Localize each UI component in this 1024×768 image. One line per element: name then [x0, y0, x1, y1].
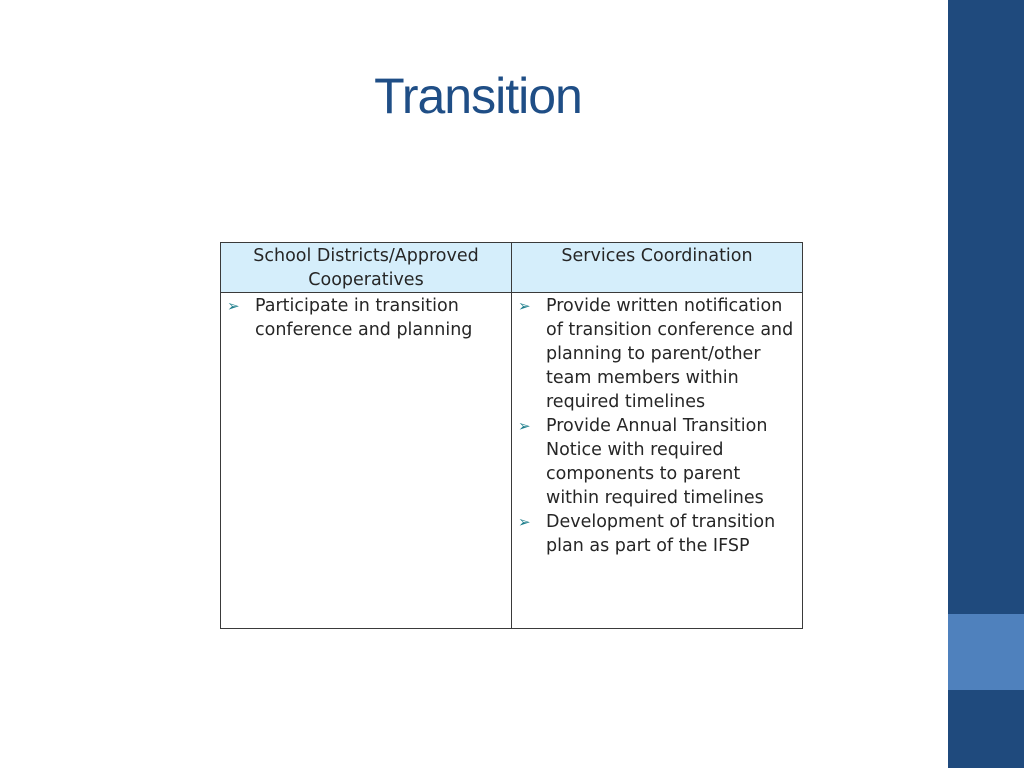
list-item: [516, 294, 798, 414]
header-school-districts: School Districts/Approved Cooperatives: [221, 243, 512, 293]
header-services-coordination: Services Coordination: [512, 243, 803, 293]
list-item-text: Provide Annual Transition Notice with required components to parent within required timelines: [546, 416, 768, 508]
arrow-bullet-icon: ➢: [518, 417, 531, 435]
list-item-text: Development of transition plan as part of the IFSP: [546, 512, 776, 556]
table-row: [221, 293, 803, 629]
list-item: [225, 294, 507, 342]
list-item: [516, 414, 798, 510]
cell-school-districts: [221, 293, 512, 629]
list-item: [516, 510, 798, 558]
table-header-row: [221, 243, 803, 293]
slide-title: Transition: [374, 68, 582, 124]
arrow-bullet-icon: ➢: [518, 297, 531, 315]
bullet-list: [512, 293, 802, 558]
cell-services-coordination: [512, 293, 803, 629]
list-item-text: Participate in transition conference and planning: [255, 296, 473, 340]
bullet-list: [221, 293, 511, 342]
sidebar-accent-block: [948, 614, 1024, 690]
arrow-bullet-icon: ➢: [518, 513, 531, 531]
transition-table: [220, 242, 803, 629]
arrow-bullet-icon: ➢: [227, 297, 240, 315]
list-item-text: Provide written notification of transition conference and planning to parent/other team members within required timelines: [546, 296, 794, 412]
